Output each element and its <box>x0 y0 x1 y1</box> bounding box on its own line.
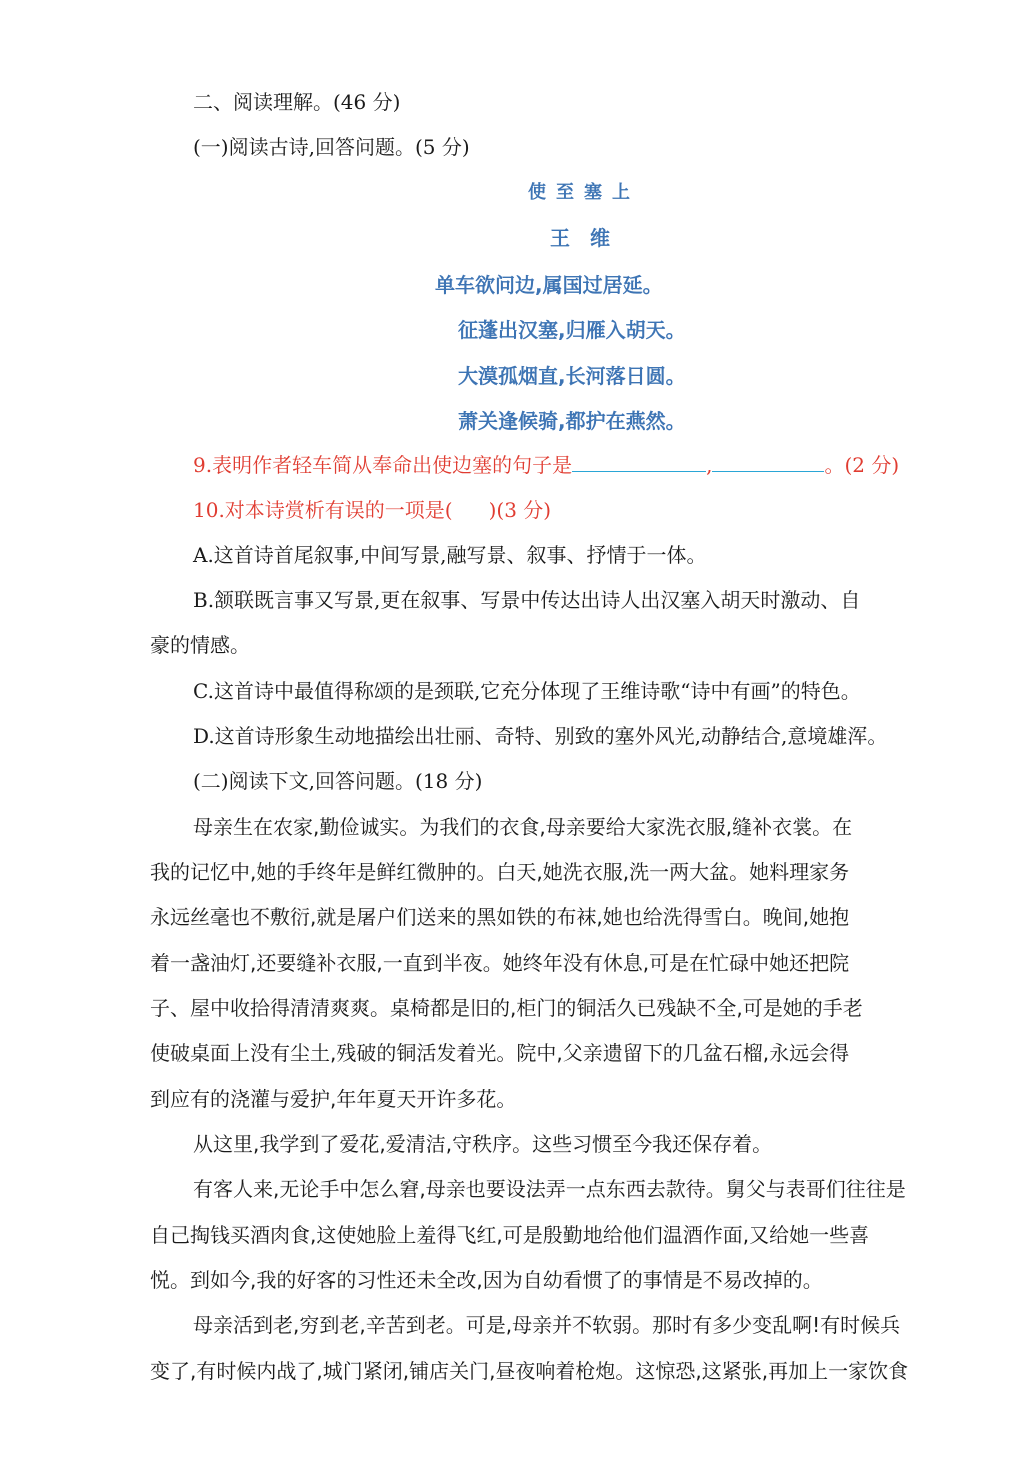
poem-title: 使至塞上 <box>528 182 640 203</box>
passage-line-4: 着一盏油灯,还要缝补衣服,一直到半夜。她终年没有休息,可是在忙碌中她还把院 <box>150 951 850 975</box>
passage-line-11: 悦。到如今,我的好客的习性还未全改,因为自幼看惯了的事情是不易改掉的。 <box>150 1268 823 1292</box>
poem-line-2: 征蓬出汉塞,归雁入胡天。 <box>458 318 686 342</box>
question-9-prefix: 9.表明作者轻车简从奉命出使边塞的句子是 <box>193 453 573 477</box>
option-b-line-1: B.颔联既言事又写景,更在叙事、写景中传达出诗人出汉塞入胡天时激动、自 <box>193 588 861 612</box>
question-10 <box>193 496 551 524</box>
passage-line-9: 有客人来,无论手中怎么窘,母亲也要设法弄一点东西去款待。舅父与表哥们往往是 <box>193 1177 906 1201</box>
passage-line-8: 从这里,我学到了爱花,爱清洁,守秩序。这些习惯至今我还保存着。 <box>193 1132 773 1156</box>
option-b-line-2: 豪的情感。 <box>150 633 250 657</box>
passage-line-5: 子、屋中收拾得清清爽爽。桌椅都是旧的,柜门的铜活久已残缺不全,可是她的手老 <box>150 996 863 1020</box>
question-9 <box>193 451 899 479</box>
part2-heading: (二)阅读下文,回答问题。(18 分) <box>193 769 483 793</box>
option-a: A.这首诗首尾叙事,中间写景,融写景、叙事、抒情于一体。 <box>193 543 707 567</box>
section-header: 二、阅读理解。(46 分) <box>193 90 401 114</box>
question-10-prefix: 10.对本诗赏析有误的一项是( <box>193 498 453 522</box>
question-9-separator: , <box>706 453 713 477</box>
option-d: D.这首诗形象生动地描绘出壮丽、奇特、别致的塞外风光,动静结合,意境雄浑。 <box>193 724 888 748</box>
passage-line-7: 到应有的浇灌与爱护,年年夏天开许多花。 <box>150 1087 517 1111</box>
passage-line-1: 母亲生在农家,勤俭诚实。为我们的衣食,母亲要给大家洗衣服,缝补衣裳。在 <box>193 815 853 839</box>
poem-line-3: 大漠孤烟直,长河落日圆。 <box>458 364 686 388</box>
part1-heading: (一)阅读古诗,回答问题。(5 分) <box>193 135 470 159</box>
passage-line-10: 自己掏钱买酒肉食,这使她脸上羞得飞红,可是殷勤地给他们温酒作面,又给她一些喜 <box>150 1223 870 1247</box>
answer-blank-1[interactable] <box>572 451 706 472</box>
passage-line-12: 母亲活到老,穷到老,辛苦到老。可是,母亲并不软弱。那时有多少变乱啊!有时候兵 <box>193 1313 901 1337</box>
answer-blank-2[interactable] <box>712 451 824 472</box>
question-10-suffix: )(3 分) <box>488 498 552 522</box>
passage-line-2: 我的记忆中,她的手终年是鲜红微肿的。白天,她洗衣服,洗一两大盆。她料理家务 <box>150 860 850 884</box>
question-9-suffix: 。(2 分) <box>824 453 900 477</box>
poem-line-4: 萧关逢候骑,都护在燕然。 <box>458 409 686 433</box>
poem-author: 王维 <box>550 226 630 250</box>
passage-line-13: 变了,有时候内战了,城门紧闭,铺店关门,昼夜响着枪炮。这惊恐,这紧张,再加上一家饮食 <box>150 1359 909 1383</box>
poem-line-1: 单车欲问边,属国过居延。 <box>435 273 663 297</box>
option-c: C.这首诗中最值得称颂的是颈联,它充分体现了王维诗歌“诗中有画”的特色。 <box>193 679 861 703</box>
passage-line-3: 永远丝毫也不敷衍,就是屠户们送来的黑如铁的布袜,她也给洗得雪白。晚间,她抱 <box>150 905 850 929</box>
passage-line-6: 使破桌面上没有尘土,残破的铜活发着光。院中,父亲遗留下的几盆石榴,永远会得 <box>150 1041 850 1065</box>
